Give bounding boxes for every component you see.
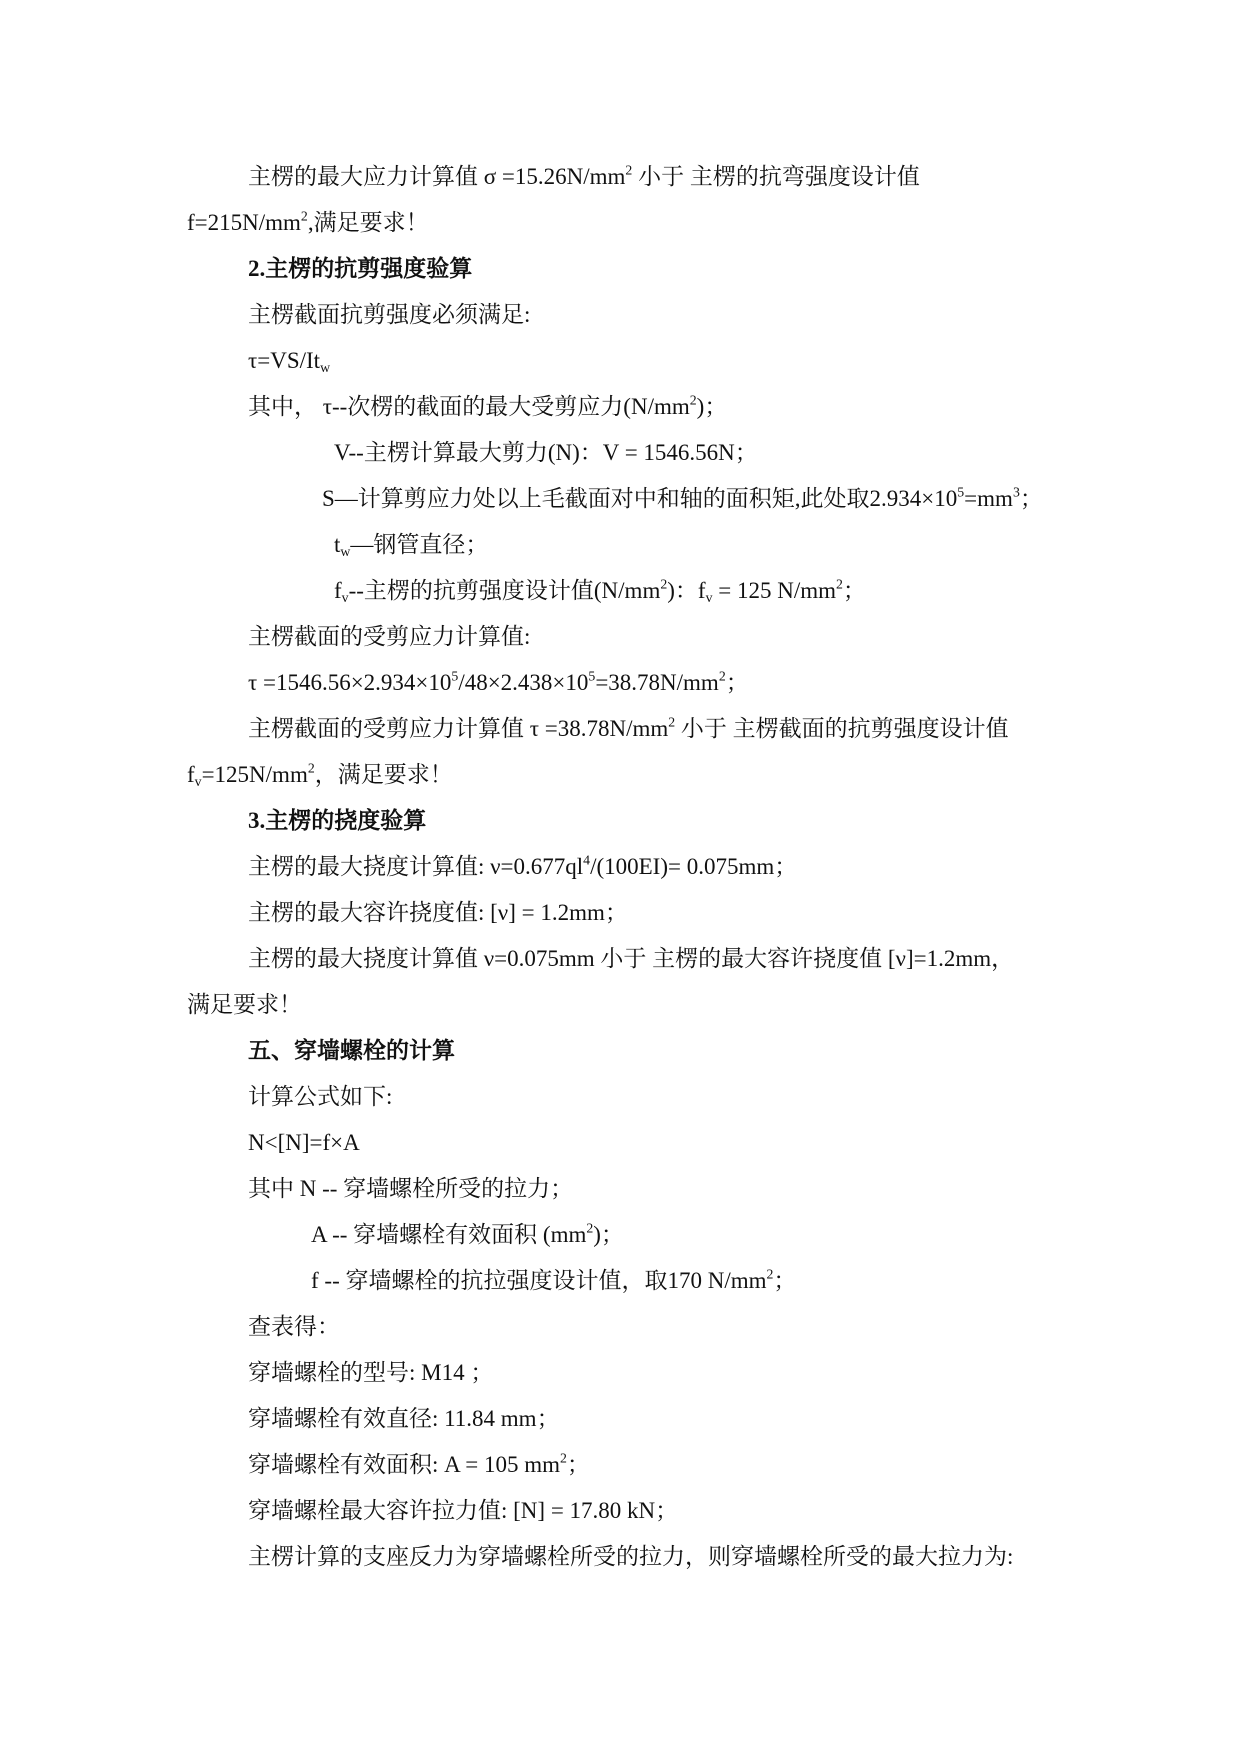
definition-f: f -- 穿墙螺栓的抗拉强度设计值，取170 $N/mm^2$； — [311, 1266, 797, 1293]
definition-tau: 其中， τ--次楞的截面的最大受剪应力$(N/mm^2)$； — [248, 392, 728, 419]
stress-check-line: 主楞的最大应力计算值 $\sigma =15.26N/mm^2$ 小于 主楞的抗弯强度设计值 — [248, 162, 920, 189]
shear-intro: 主楞截面抗剪强度必须满足: — [248, 302, 531, 327]
section-heading-bolt: 五、穿墙螺栓的计算 — [248, 1038, 455, 1063]
bolt-formula: N<[N]=f×A — [248, 1130, 360, 1155]
definition-fv: $f_v--$主楞的抗剪强度设计值$(N/mm^2)$：$f_v = 125$ $N/mm^2$； — [334, 576, 866, 606]
table-lookup-label: 查表得： — [248, 1314, 340, 1339]
shear-formula: $\tau=VS/It_w$ — [248, 348, 331, 376]
shear-stress-label: 主楞截面的受剪应力计算值: — [248, 624, 531, 649]
bolt-reaction-text: 主楞计算的支座反力为穿墙螺栓所受的拉力，则穿墙螺栓所受的最大拉力为: — [248, 1544, 1014, 1569]
section-heading-deflection: 3.主楞的挠度验算 — [248, 808, 427, 833]
bolt-area: 穿墙螺栓有效面积: A = 105 $mm^2$； — [248, 1450, 590, 1477]
deflection-check-result: 满足要求！ — [187, 992, 302, 1017]
bolt-model: 穿墙螺栓的型号: M14 ； — [248, 1360, 494, 1385]
definition-s: S—计算剪应力处以上毛截面对中和轴的面积矩,此处取$2.934\times 10^5=mm^3$； — [322, 484, 1043, 511]
definition-tw: $t_w—$钢管直径； — [334, 532, 489, 560]
deflection-check-line: 主楞的最大挠度计算值 ν=0.075mm 小于 主楞的最大容许挠度值 [ν]=1.2mm， — [248, 946, 1015, 971]
bolt-diameter: 穿墙螺栓有效直径: 11.84 mm； — [248, 1406, 560, 1431]
bolt-max-tension: 穿墙螺栓最大容许拉力值: [N] = 17.80 kN； — [248, 1498, 679, 1523]
definition-v: V--主楞计算最大剪力(N)：V = 1546.56N； — [334, 440, 758, 465]
shear-check-result: $f_v=125N/mm^2$，满足要求！ — [187, 760, 453, 790]
shear-check-line: 主楞截面的受剪应力计算值 $\tau =38.78N/mm^2$ 小于 主楞截面的抗剪强度设计值 — [248, 714, 1009, 741]
definition-n: 其中 N -- 穿墙螺栓所受的拉力； — [248, 1176, 574, 1201]
section-heading-shear: 2.主楞的抗剪强度验算 — [248, 256, 473, 281]
deflection-calc: 主楞的最大挠度计算值: $\nu=0.677ql^4/(100EI)= 0.075mm$； — [248, 852, 798, 879]
stress-check-result: $f=215N/mm^2$,满足要求！ — [187, 208, 429, 235]
shear-stress-calc: $\tau =1546.56\times 2.934\times 10^5/48\times 2.438\times 10^5=38.78N/mm^2$； — [248, 668, 749, 695]
definition-a: A -- 穿墙螺栓有效面积 $(mm^2)$； — [311, 1220, 624, 1247]
bolt-formula-intro: 计算公式如下: — [248, 1084, 393, 1109]
deflection-allowable: 主楞的最大容许挠度值: [ν] = 1.2mm； — [248, 900, 628, 925]
